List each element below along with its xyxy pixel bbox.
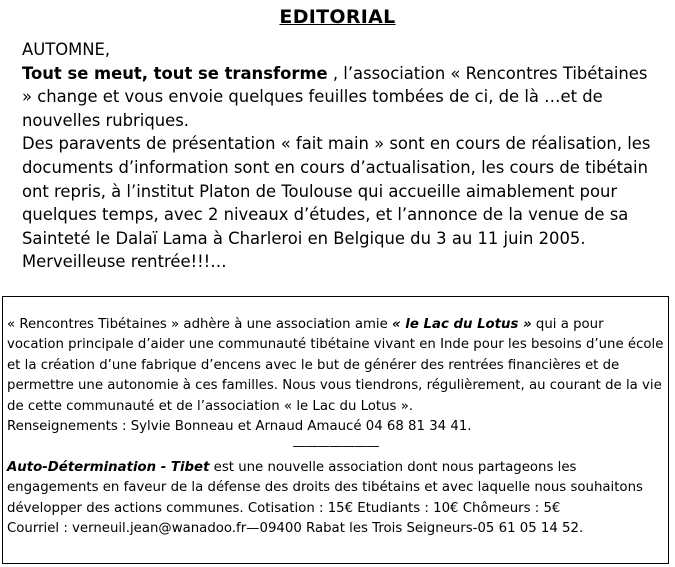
lotus-paragraph xyxy=(7,315,664,417)
autodetermination-paragraph xyxy=(7,458,664,519)
autodetermination-contact: Courriel : verneuil.jean@wanadoo.fr—09400 Rabat les Trois Seigneurs-05 61 05 14 52. xyxy=(7,521,584,537)
associations-box xyxy=(2,296,669,564)
lotus-description: qui a pour vocation principale d’aider une communauté tibétaine vivant en Inde pour les besoins d’une école et la création d’une fabrique d’encens avec le but de générer des rentrées financières et de permettre une autonomie à ces familles. Nous vous tiendrons, régulièrement, au courant de la vie de cette communauté et de l’association « le Lac du Lotus ». xyxy=(7,317,664,414)
editorial-lead-rest: , l’association « Rencontres Tibétaines » change et vous envoie quelques feuilles tombées de ci, de là …et de nouvelles rubriques. xyxy=(22,63,648,130)
editorial-closing: Merveilleuse rentrée!!!… xyxy=(22,252,227,272)
editorial-greeting: AUTOMNE, xyxy=(22,40,111,59)
lotus-association-name: « le Lac du Lotus » xyxy=(392,317,532,332)
lotus-intro: « Rencontres Tibétaines » adhère à une association amie xyxy=(7,317,393,332)
section-separator: ——————— xyxy=(292,439,379,455)
editorial-lead-bold: Tout se meut, tout se transforme xyxy=(22,63,328,83)
autodetermination-association-name: Auto-Détermination - Tibet xyxy=(7,459,210,475)
editorial-text xyxy=(22,38,662,274)
editorial-body: Des paravents de présentation « fait main » sont en cours de réalisation, les documents d’information sont en cours d’actualisation, les cours de tibétain ont repris, à l’institut Platon de Toulouse qui accueille aimablement pour quelques temps, avec 2 niveaux d’études, et l’annonce de la venue de sa Sainteté le Dalaï Lama à Charleroi en Belgique du 3 au 11 juin 2005. xyxy=(22,134,651,248)
lotus-contact: Renseignements : Sylvie Bonneau et Arnaud Amaucé 04 68 81 34 41. xyxy=(7,419,472,435)
autodetermination-description: est une nouvelle association dont nous partageons les engagements en faveur de la défense des droits des tibétains et avec laquelle nous souhaitons développer des actions communes. Cotisation : 15€ Etudiants : 10€ Chômeurs : 5€ xyxy=(7,459,643,516)
editorial-title: EDITORIAL xyxy=(279,6,396,28)
editorial-lead xyxy=(22,62,662,133)
